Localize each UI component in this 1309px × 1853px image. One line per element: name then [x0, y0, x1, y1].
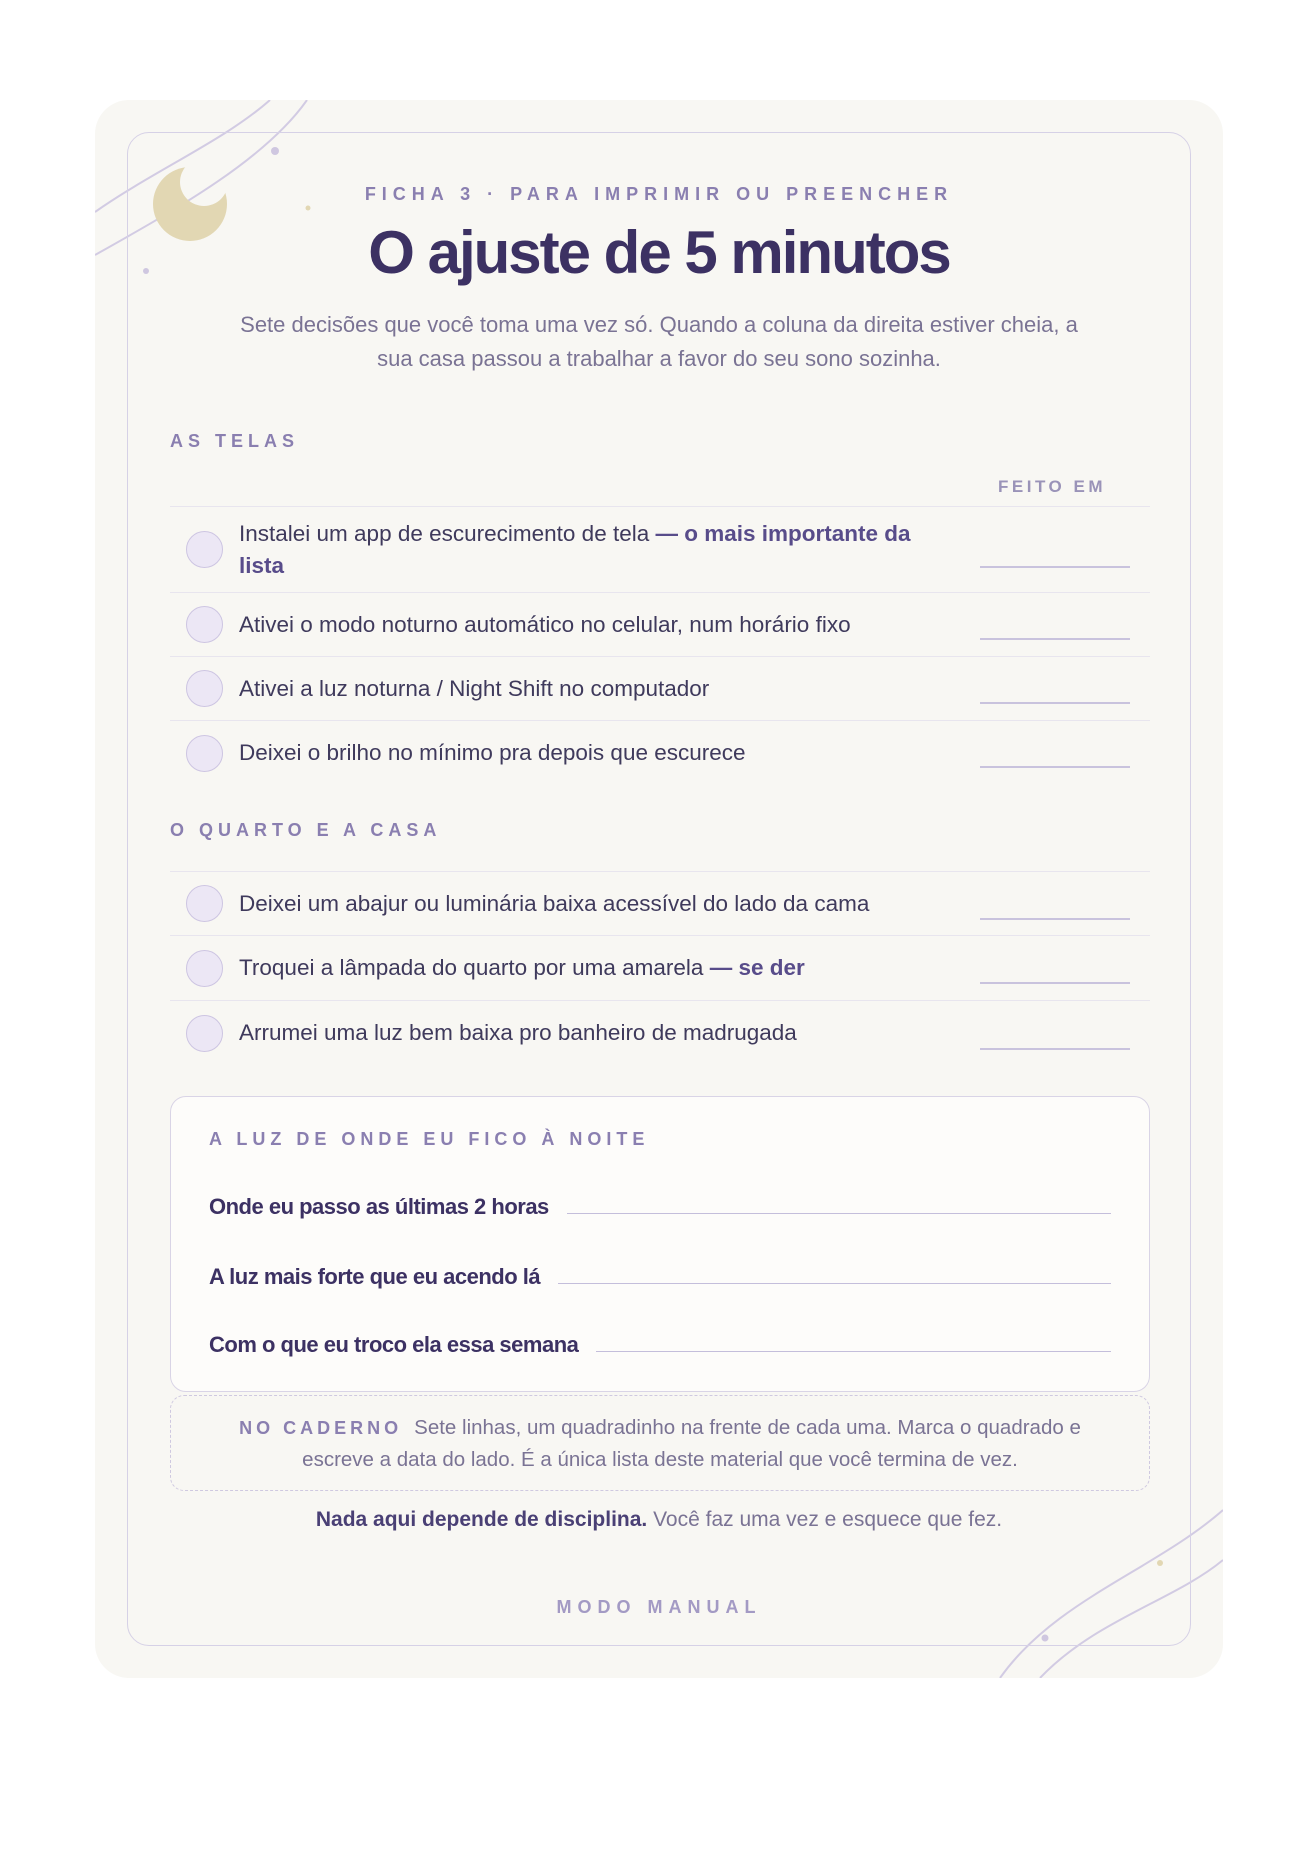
checklist-row [170, 721, 1150, 785]
closing-line [95, 1508, 1223, 1532]
fill-in-label: Onde eu passo as últimas 2 horas [209, 1194, 549, 1219]
date-field-line[interactable] [980, 982, 1130, 984]
worksheet-card [95, 100, 1223, 1678]
footer-brand: MODO MANUAL [556, 1597, 762, 1617]
checklist-row [170, 657, 1150, 721]
checklist-item-text: Deixei um abajur ou luminária baixa acessível do lado da cama [239, 890, 870, 916]
fill-in-line[interactable] [596, 1351, 1111, 1353]
checkbox[interactable] [186, 1015, 223, 1052]
checklist-item-text: Arrumei uma luz bem baixa pro banheiro de madrugada [239, 1020, 797, 1045]
checklist-row [170, 1001, 1150, 1065]
closing-text: Você faz uma vez e esquece que fez. [647, 1508, 1003, 1531]
date-field-line[interactable] [980, 766, 1130, 768]
column-label-feito-em: FEITO EM [998, 477, 1106, 496]
fill-in-row [209, 1332, 1111, 1358]
light-box-label: A LUZ DE ONDE EU FICO À NOITE [209, 1129, 650, 1149]
checklist-row [170, 872, 1150, 936]
date-field-line[interactable] [980, 1048, 1130, 1050]
checklist-item-text: Instalei um app de escurecimento de tela — o mais importante da lista [239, 520, 911, 578]
checkbox[interactable] [186, 885, 223, 922]
light-reflection-box [170, 1096, 1150, 1392]
fill-in-line[interactable] [558, 1283, 1111, 1285]
checklist-item-text: Troquei a lâmpada do quarto por uma amarela — se der [239, 955, 805, 980]
fill-in-label: Com o que eu troco ela essa semana [209, 1332, 579, 1357]
date-field-line[interactable] [980, 702, 1130, 704]
fill-in-row [209, 1264, 1111, 1290]
notebook-note [170, 1395, 1150, 1491]
date-field-line[interactable] [980, 918, 1130, 920]
section-label-casa: O QUARTO E A CASA [170, 820, 442, 840]
checklist-telas [170, 506, 1150, 785]
checklist-row [170, 507, 1150, 593]
checkbox[interactable] [186, 606, 223, 643]
worksheet-kicker: FICHA 3 · PARA IMPRIMIR OU PREENCHER [364, 184, 954, 204]
note-text: Sete linhas, um quadradinho na frente de cada uma. Marca o quadrado e escreve a data do lado. É a única lista deste material que você termina de vez. [302, 1416, 1081, 1471]
closing-bold: Nada aqui depende de disciplina. [315, 1508, 648, 1531]
checkbox[interactable] [186, 531, 223, 568]
checkbox[interactable] [186, 735, 223, 772]
checklist-item-text: Deixei o brilho no mínimo pra depois que escurece [239, 740, 746, 765]
checklist-casa [170, 871, 1150, 1065]
note-tag: NO CADERNO [239, 1418, 403, 1438]
fill-in-line[interactable] [567, 1213, 1111, 1215]
page-title: O ajuste de 5 minutos [368, 219, 950, 286]
fill-in-label: A luz mais forte que eu acendo lá [209, 1264, 541, 1289]
page-subtitle: Sete decisões que você toma uma vez só. Quando a coluna da direita estiver cheia, a sua casa passou a trabalhar a favor do seu sono sozinha. [240, 312, 1078, 371]
date-field-line[interactable] [980, 638, 1130, 640]
checklist-item-text: Ativei a luz noturna / Night Shift no computador [239, 675, 710, 701]
section-label-telas: AS TELAS [170, 431, 300, 451]
checkbox[interactable] [186, 670, 223, 707]
checklist-item-text: Ativei o modo noturno automático no celular, num horário fixo [239, 611, 851, 637]
checklist-row [170, 593, 1150, 657]
fill-in-row [209, 1194, 1111, 1220]
date-field-line[interactable] [980, 566, 1130, 568]
checkbox[interactable] [186, 950, 223, 987]
checklist-row [170, 936, 1150, 1001]
